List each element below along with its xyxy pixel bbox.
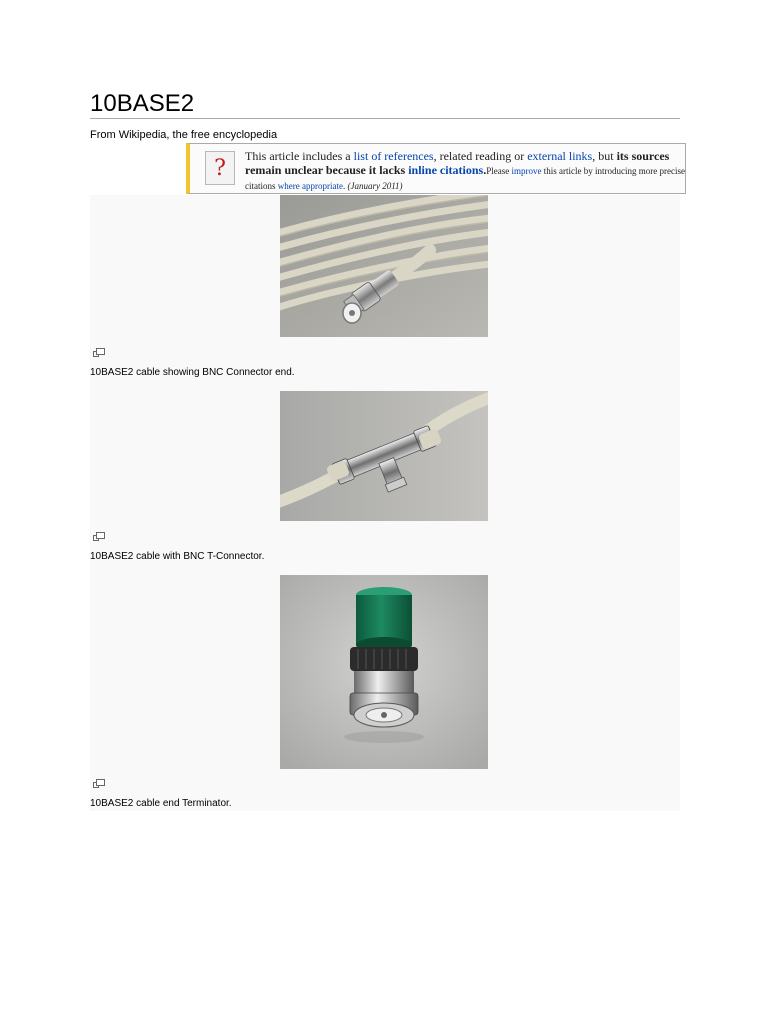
question-mark-icon: ?	[205, 151, 235, 185]
notice-date: (January 2011)	[347, 181, 403, 191]
external-links-link[interactable]: external links	[527, 149, 593, 163]
citation-notice-text: This article includes a list of references, related reading or external links, but its sources remain unclear because it lacks inline citations.Please improve this article by introducing more precise citations where appropriate. (January 2011)	[245, 149, 685, 191]
gallery-image-bnc-end[interactable]	[280, 195, 488, 337]
title-divider	[90, 118, 680, 119]
citation-notice-box	[186, 143, 686, 194]
gallery-caption: 10BASE2 cable showing BNC Connector end.	[90, 367, 295, 378]
enlarge-icon[interactable]	[93, 779, 105, 788]
gallery-image-terminator[interactable]	[280, 575, 488, 769]
list-of-references-link[interactable]: list of references	[353, 149, 434, 163]
inline-citations-link[interactable]: inline citations	[408, 163, 484, 177]
improve-link[interactable]: improve	[511, 166, 542, 176]
where-appropriate-link[interactable]: where appropriate	[277, 181, 343, 191]
image-gallery	[90, 195, 680, 811]
enlarge-icon[interactable]	[93, 532, 105, 541]
gallery-image-t-connector[interactable]	[280, 391, 488, 521]
enlarge-icon[interactable]	[93, 348, 105, 357]
gallery-caption: 10BASE2 cable end Terminator.	[90, 798, 232, 809]
page-title: 10BASE2	[90, 90, 195, 117]
tagline: From Wikipedia, the free encyclopedia	[90, 129, 278, 141]
gallery-caption: 10BASE2 cable with BNC T-Connector.	[90, 551, 265, 562]
